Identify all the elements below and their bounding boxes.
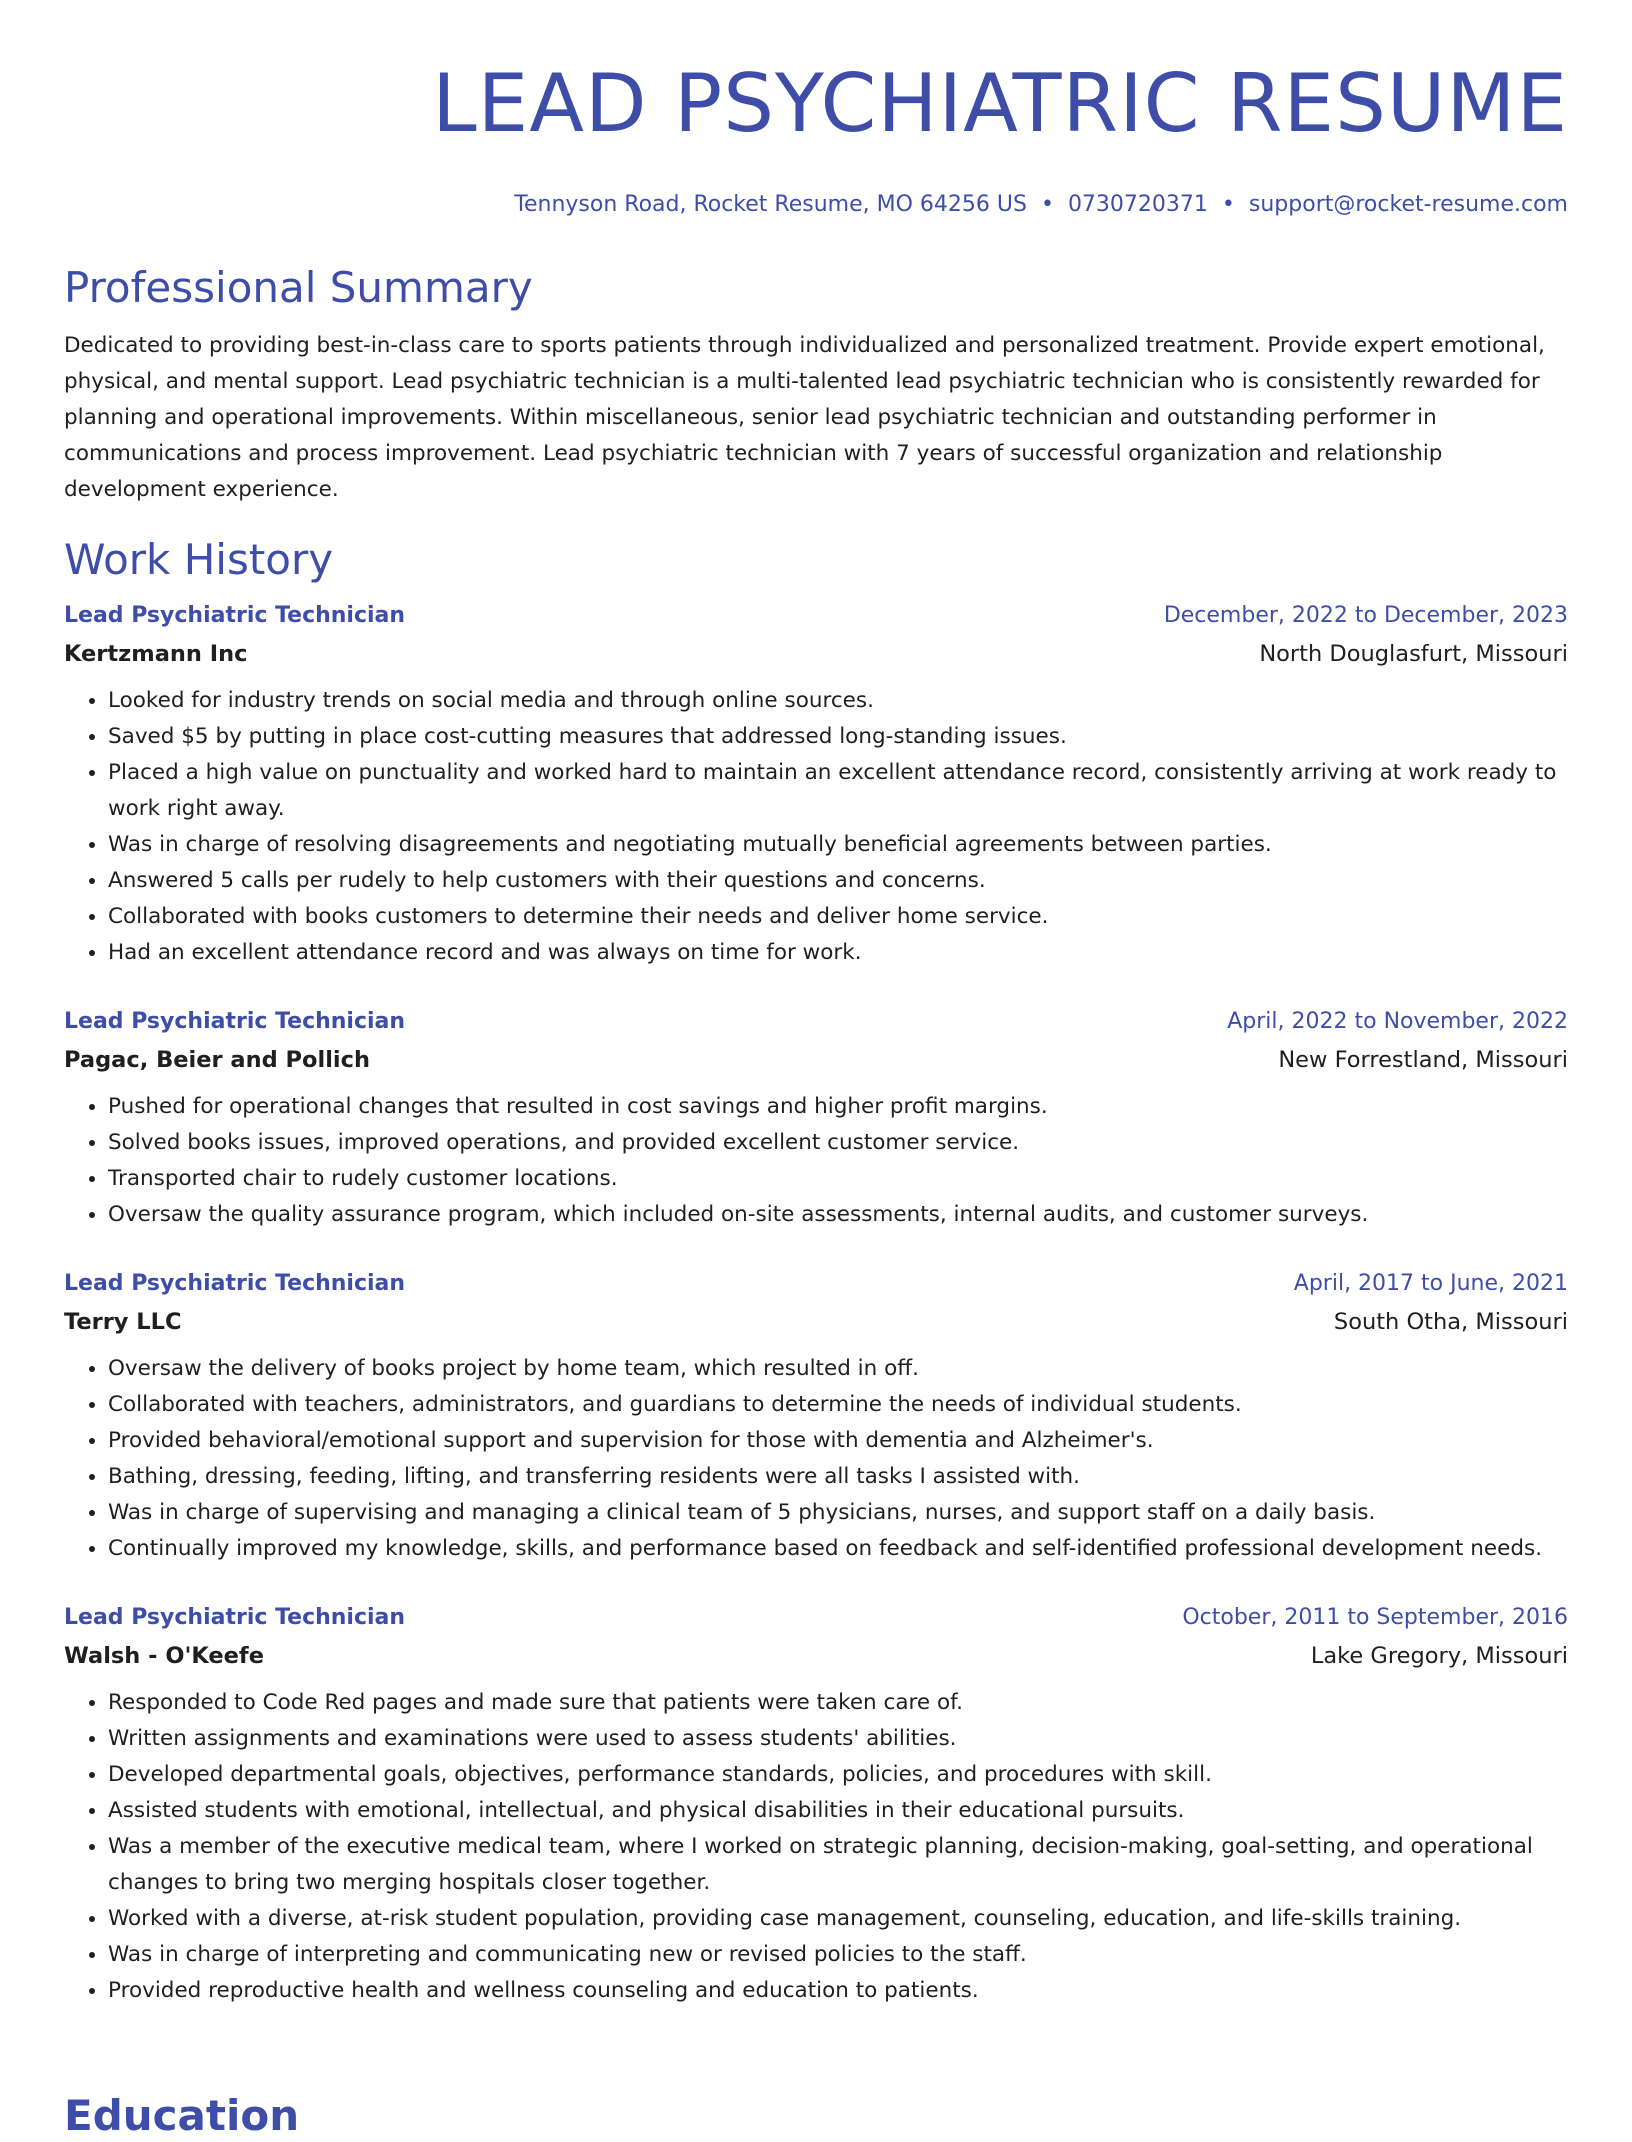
- job-bullet: • Was in charge of supervising and managing a clinical team of 5 physicians, nurses, and support staff on a daily basis.: [108, 1495, 1568, 1531]
- job-bullets: [64, 683, 1568, 971]
- summary-heading: Professional Summary: [64, 263, 533, 312]
- job-header: [64, 1266, 1568, 1302]
- job-bullet: • Provided reproductive health and wellness counseling and education to patients.: [108, 1973, 1568, 2009]
- contact-line: [64, 190, 1568, 220]
- job-location: New Forrestland, Missouri: [1278, 1047, 1568, 1073]
- job-bullet: • Bathing, dressing, feeding, lifting, and transferring residents were all tasks I assisted with.: [108, 1459, 1568, 1495]
- job-bullet: • Solved books issues, improved operations, and provided excellent customer service.: [108, 1125, 1568, 1161]
- job-bullet: • Provided behavioral/emotional support and supervision for those with dementia and Alzheimer's.: [108, 1423, 1568, 1459]
- job-header: [64, 1600, 1568, 1636]
- job-bullet: • Was in charge of interpreting and communicating new or revised policies to the staff.: [108, 1937, 1568, 1973]
- contact-phone: 0730720371: [1067, 192, 1208, 217]
- job-bullet: • Had an excellent attendance record and was always on time for work.: [108, 935, 1568, 971]
- contact-separator: •: [1040, 192, 1054, 217]
- job-title: Lead Psychiatric Technician: [64, 1605, 406, 1630]
- job-title: Lead Psychiatric Technician: [64, 1009, 406, 1034]
- job-bullet: • Was a member of the executive medical team, where I worked on strategic planning, decision-making, goal-setting, and operational changes to bring two merging hospitals closer together.: [108, 1829, 1568, 1901]
- job-dates: April, 2017 to June, 2021: [1293, 1271, 1568, 1296]
- job-bullet: • Transported chair to rudely customer locations.: [108, 1161, 1568, 1197]
- education-heading: Education: [64, 2091, 300, 2140]
- job-entry: [64, 1600, 1568, 2009]
- job-bullet: • Continually improved my knowledge, skills, and performance based on feedback and self-identified professional development needs.: [108, 1531, 1568, 1567]
- resume-page: [64, 0, 1568, 2009]
- job-subheader: [64, 634, 1568, 674]
- job-company: Pagac, Beier and Pollich: [64, 1047, 370, 1073]
- job-bullets: [64, 1351, 1568, 1567]
- job-bullet: • Worked with a diverse, at-risk student population, providing case management, counseling, education, and life-skills training.: [108, 1901, 1568, 1937]
- job-bullet: • Assisted students with emotional, intellectual, and physical disabilities in their educational pursuits.: [108, 1793, 1568, 1829]
- job-bullet: • Collaborated with teachers, administrators, and guardians to determine the needs of individual students.: [108, 1387, 1568, 1423]
- job-entry: [64, 598, 1568, 971]
- job-bullet: • Saved $5 by putting in place cost-cutting measures that addressed long-standing issues.: [108, 719, 1568, 755]
- job-subheader: [64, 1636, 1568, 1676]
- job-bullet: • Was in charge of resolving disagreements and negotiating mutually beneficial agreements between parties.: [108, 827, 1568, 863]
- job-dates: October, 2011 to September, 2016: [1182, 1605, 1568, 1630]
- job-location: Lake Gregory, Missouri: [1310, 1643, 1568, 1669]
- job-header: [64, 1004, 1568, 1040]
- job-location: South Otha, Missouri: [1333, 1309, 1568, 1335]
- summary-text: Dedicated to providing best-in-class care to sports patients through individualized and personalized treatment. Provide expert emotional, physical, and mental support. Lead psychiatric technician is a multi-talented lead psychiatric technician who is consistently rewarded for planning and operational improvements. Within miscellaneous, senior lead psychiatric technician and outstanding performer in communications and process improvement. Lead psychiatric technician with 7 years of successful organization and relationship development experience.: [64, 333, 1545, 502]
- job-entry: [64, 1004, 1568, 1233]
- work-history-heading: Work History: [64, 535, 334, 584]
- resume-name: LEAD PSYCHIATRIC RESUME: [432, 57, 1568, 150]
- job-company: Walsh - O'Keefe: [64, 1643, 264, 1669]
- job-title: Lead Psychiatric Technician: [64, 603, 406, 628]
- job-bullet: • Looked for industry trends on social media and through online sources.: [108, 683, 1568, 719]
- job-dates: April, 2022 to November, 2022: [1227, 1009, 1568, 1034]
- job-bullets: [64, 1089, 1568, 1233]
- contact-address: Tennyson Road, Rocket Resume, MO 64256 US: [514, 192, 1027, 217]
- job-bullet: • Oversaw the quality assurance program, which included on-site assessments, internal audits, and customer surveys.: [108, 1197, 1568, 1233]
- job-bullet: • Collaborated with books customers to determine their needs and deliver home service.: [108, 899, 1568, 935]
- job-bullet: • Written assignments and examinations were used to assess students' abilities.: [108, 1721, 1568, 1757]
- work-history-list: [64, 598, 1568, 2009]
- job-location: North Douglasfurt, Missouri: [1259, 641, 1568, 667]
- job-dates: December, 2022 to December, 2023: [1163, 603, 1568, 628]
- job-subheader: [64, 1302, 1568, 1342]
- job-entry: [64, 1266, 1568, 1567]
- job-bullet: • Responded to Code Red pages and made sure that patients were taken care of.: [108, 1685, 1568, 1721]
- contact-email: support@rocket-resume.com: [1248, 192, 1568, 217]
- job-bullets: [64, 1685, 1568, 2009]
- job-title: Lead Psychiatric Technician: [64, 1271, 406, 1296]
- job-company: Kertzmann Inc: [64, 641, 248, 667]
- job-bullet: • Pushed for operational changes that resulted in cost savings and higher profit margins.: [108, 1089, 1568, 1125]
- job-bullet: • Developed departmental goals, objectives, performance standards, policies, and procedures with skill.: [108, 1757, 1568, 1793]
- job-header: [64, 598, 1568, 634]
- job-subheader: [64, 1040, 1568, 1080]
- job-bullet: • Oversaw the delivery of books project by home team, which resulted in off.: [108, 1351, 1568, 1387]
- contact-separator: •: [1221, 192, 1235, 217]
- job-bullet: • Placed a high value on punctuality and worked hard to maintain an excellent attendance record, consistently arriving at work ready to work right away.: [108, 755, 1568, 827]
- job-bullet: • Answered 5 calls per rudely to help customers with their questions and concerns.: [108, 863, 1568, 899]
- job-company: Terry LLC: [64, 1309, 182, 1335]
